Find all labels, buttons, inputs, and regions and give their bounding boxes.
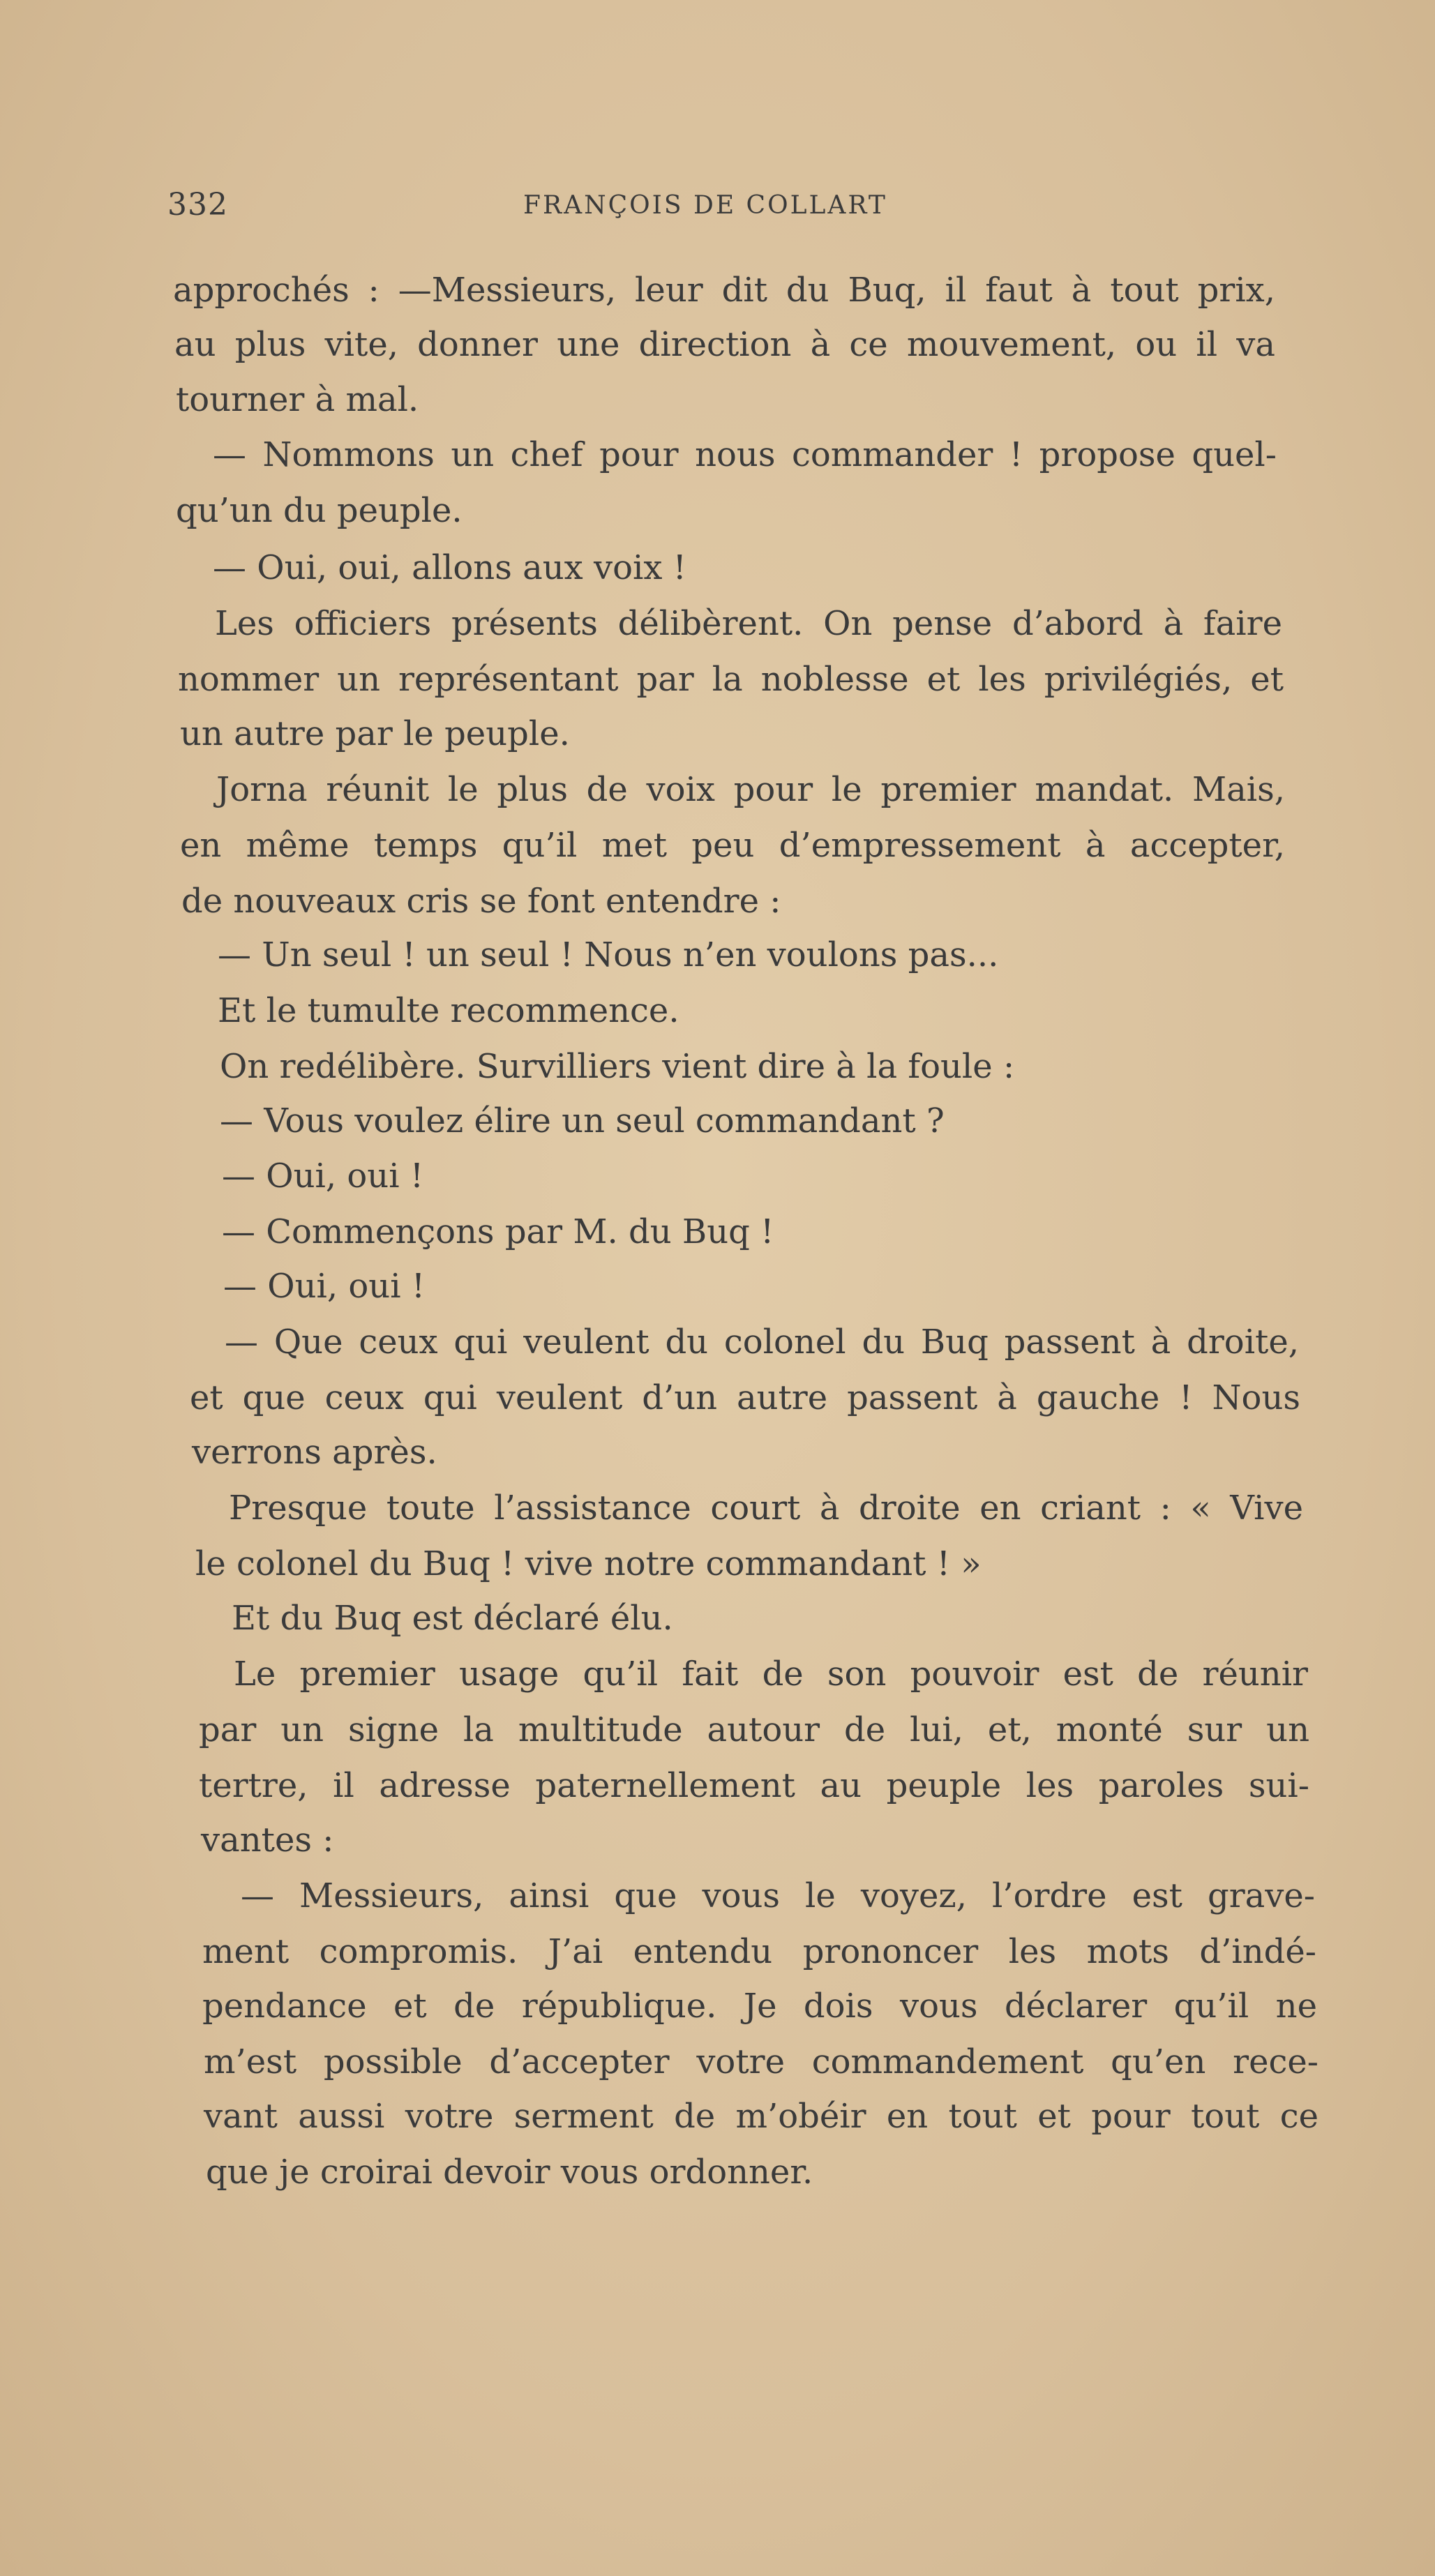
text-line: — Vous voulez élire un seul commandant ?	[220, 1101, 945, 1140]
text-line: — Que ceux qui veulent du colonel du Buq passent à droite,	[225, 1323, 1299, 1362]
text-line: — Oui, oui, allons aux voix !	[213, 548, 686, 587]
text-line: Le premier usage qu’il fait de son pouvoir est de réunir	[234, 1655, 1308, 1694]
text-line: Et le tumulte recommence.	[218, 991, 679, 1030]
text-line: Les officiers présents délibèrent. On pense d’abord à faire	[215, 604, 1282, 643]
text-line: — Messieurs, ainsi que vous le voyez, l’ordre est grave-	[241, 1876, 1315, 1915]
text-line: m’est possible d’accepter votre commandement qu’en rece-	[204, 2042, 1318, 2081]
text-line: vant aussi votre serment de m’obéir en tout et pour tout ce	[204, 2097, 1318, 2136]
text-line: qu’un du peuple.	[176, 491, 463, 530]
text-line: — Oui, oui !	[223, 1267, 426, 1306]
text-line: au plus vite, donner une direction à ce mouvement, ou il va	[174, 325, 1275, 364]
text-line: le colonel du Buq ! vive notre commandant ! »	[195, 1544, 982, 1583]
text-line: que je croirai devoir vous ordonner.	[206, 2153, 813, 2192]
text-line: Jorna réunit le plus de voix pour le premier mandat. Mais,	[216, 770, 1285, 809]
text-line: pendance et de république. Je dois vous déclarer qu’il ne	[202, 1987, 1317, 2026]
text-line: — Nommons un chef pour nous commander ! propose quel-	[213, 435, 1277, 474]
text-line: verrons après.	[192, 1433, 437, 1472]
text-line: en même temps qu’il met peu d’empressement à accepter,	[180, 826, 1285, 865]
text-line: nommer un représentant par la noblesse et les privilégiés, et	[178, 660, 1284, 699]
text-line: et que ceux qui veulent d’un autre passent à gauche ! Nous	[190, 1378, 1300, 1417]
text-line: un autre par le peuple.	[180, 714, 570, 753]
text-line: Presque toute l’assistance court à droite en criant : « Vive	[229, 1489, 1303, 1528]
text-line: — Commençons par M. du Buq !	[222, 1212, 774, 1251]
text-line: de nouveaux cris se font entendre :	[181, 882, 781, 921]
text-line: Et du Buq est déclaré élu.	[232, 1599, 673, 1638]
text-line: ment compromis. J’ai entendu prononcer les mots d’indé-	[202, 1932, 1316, 1971]
text-line: par un signe la multitude autour de lui, et, monté sur un	[199, 1710, 1309, 1749]
text-line: tourner à mal.	[176, 380, 419, 419]
text-line: approchés : —Messieurs, leur dit du Buq, il faut à tout prix,	[173, 271, 1275, 310]
running-head: FRANÇOIS DE COLLART	[523, 191, 887, 220]
page-number: 332	[167, 187, 228, 223]
page-header	[167, 187, 1284, 229]
text-line: On redélibère. Survilliers vient dire à la foule :	[220, 1047, 1015, 1086]
text-line: — Oui, oui !	[222, 1157, 424, 1196]
text-line: tertre, il adresse paternellement au peuple les paroles sui-	[199, 1766, 1309, 1805]
text-line: — Un seul ! un seul ! Nous n’en voulons pas...	[218, 935, 999, 974]
text-line: vantes :	[201, 1821, 334, 1860]
